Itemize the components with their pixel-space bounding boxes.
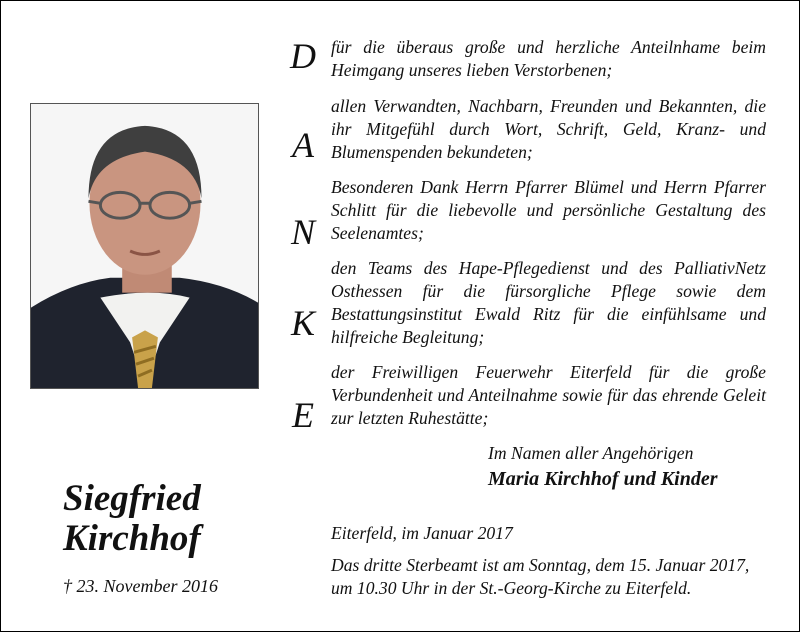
thanks-letter-d: D (290, 36, 316, 76)
signature-names: Maria Kirchhof und Kinder (488, 468, 718, 490)
last-name: Kirchhof (63, 518, 201, 559)
death-date: † 23. November 2016 (63, 576, 218, 596)
thanks-paragraph-3: Besonderen Dank Herrn Pfarrer Blümel und Herrn Pfarrer Schlitt für die liebevolle und persönliche Gestaltung des Seelenamtes; (331, 177, 766, 243)
place-date: Eiterfeld, im Januar 2017 (331, 523, 513, 543)
thanks-paragraph-1: für die überaus große und herzliche Anteilnhame beim Heimgang unseres lieben Verstorbenen; (331, 37, 766, 80)
mass-announcement (331, 554, 749, 600)
thanks-paragraph-4: den Teams des Hape-Pflegedienst und des PalliativNetz Osthessen für die fürsorgliche Pflege sowie dem Bestattungsinstitut Ewald Ritz für die einfühlsame und hilfreiche Begleitung; (331, 258, 766, 347)
thanks-letter-e: E (292, 395, 314, 435)
signature-intro: Im Namen aller Angehörigen (488, 443, 694, 463)
mass-line-2: um 10.30 Uhr in der St.-Georg-Kirche zu Eiterfeld. (331, 578, 692, 598)
first-name: Siegfried (63, 478, 201, 519)
thanks-letter-a: A (292, 125, 314, 165)
thanks-letter-k: K (290, 303, 315, 343)
thanks-letter-n: N (290, 212, 315, 252)
mass-line-1: Das dritte Sterbeamt ist am Sonntag, dem 15. Januar 2017, (331, 555, 750, 575)
thanks-paragraph-5: der Freiwilligen Feuerwehr Eiterfeld für die große Verbundenheit und Anteilnahme sowie für das ehrende Geleit zur letzten Ruhestätte; (331, 362, 766, 428)
portrait-photo (30, 103, 259, 389)
thanks-paragraph-2: allen Verwandten, Nachbarn, Freunden und Bekannten, die ihr Mitgefühl durch Wort, Schrift, Geld, Kranz- und Blumenspenden bekundeten; (331, 96, 766, 162)
deceased-name (63, 479, 201, 559)
